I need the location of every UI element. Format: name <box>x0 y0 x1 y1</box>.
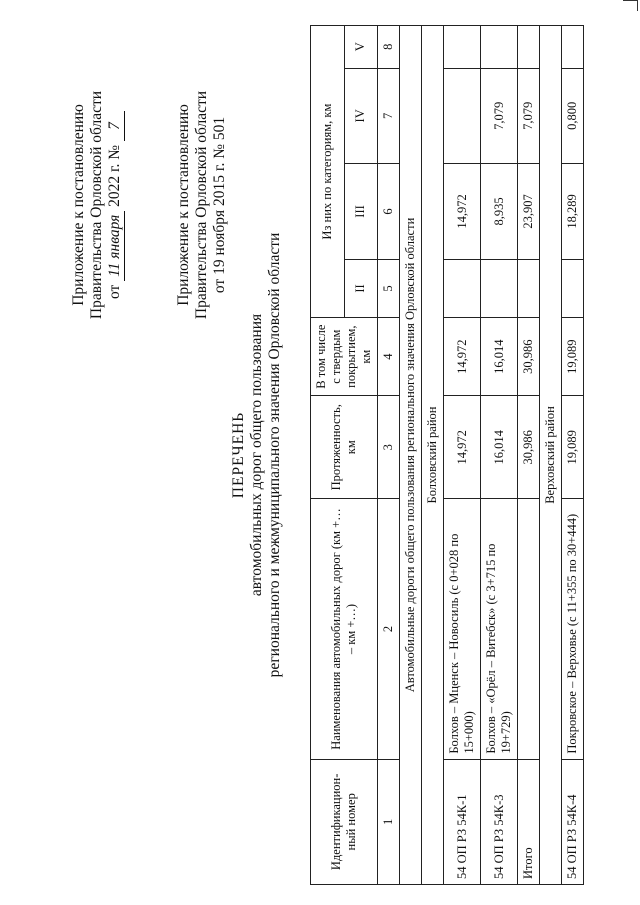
total-paved: 30,986 <box>518 318 540 396</box>
roads-table <box>310 25 584 885</box>
header-cat-iv: IV <box>344 68 378 164</box>
cat-v-value <box>481 26 518 69</box>
col-number: 2 <box>378 499 400 759</box>
cat-ii-value <box>481 259 518 317</box>
cat-iii-value: 18,289 <box>562 164 584 260</box>
appendix-current <box>70 25 125 385</box>
table-row <box>444 26 481 885</box>
road-name: Болхов – Мценск – Новосиль (с 0+028 по 15+000) <box>444 499 481 759</box>
header-id: Идентификацион-ный номер <box>311 759 378 884</box>
col-number: 5 <box>378 259 400 317</box>
col-number: 3 <box>378 396 400 499</box>
title-sub2: регионального и межмуниципального значения Орловской области <box>266 232 283 678</box>
header-cat-iii: III <box>344 164 378 260</box>
road-paved: 14,972 <box>444 318 481 396</box>
cat-iv-value: 7,079 <box>481 68 518 164</box>
cat-ii-value <box>562 259 584 317</box>
header-paved: В том числе с твердым покрытием, км <box>311 318 378 396</box>
title-main: ПЕРЕЧЕНЬ <box>230 411 247 499</box>
title-sub1: автомобильных дорог общего пользования <box>248 313 265 597</box>
cat-ii-value <box>444 259 481 317</box>
district-title: Болховский район <box>422 26 444 885</box>
appendix-date: от 11 января 2022 г. № 7 <box>106 25 125 385</box>
total-length: 30,986 <box>518 396 540 499</box>
col-number: 7 <box>378 68 400 164</box>
appendix-original-line1: Приложение к постановлению <box>175 104 192 306</box>
table-row <box>481 26 518 885</box>
cat-iii-value: 14,972 <box>444 164 481 260</box>
road-id: 54 ОП РЗ 54К-4 <box>562 759 584 884</box>
header-categories: Из них по категориям, км <box>311 26 345 318</box>
handwritten-date: 11 января <box>106 211 125 281</box>
header-cat-ii: II <box>344 259 378 317</box>
cat-v-value <box>444 26 481 69</box>
cat-iv-value: 0,800 <box>562 68 584 164</box>
total-row <box>518 26 540 885</box>
appendix-original-line2: Правительства Орловской области <box>193 90 210 320</box>
header-name: Наименования автомобильных дорог (км +… – км +…) <box>311 499 378 759</box>
road-name: Покровское – Верховье (с 11+355 по 30+444) <box>562 499 584 759</box>
header-cat-v: V <box>344 26 378 69</box>
total-cat-iv: 7,079 <box>518 68 540 164</box>
total-cat-iii: 23,907 <box>518 164 540 260</box>
cat-v-value <box>562 26 584 69</box>
section-title: Автомобильные дороги общего пользования регионального значения Орловской области <box>400 26 422 885</box>
col-number: 6 <box>378 164 400 260</box>
road-id: 54 ОП РЗ 54К-3 <box>481 759 518 884</box>
cat-iv-value <box>444 68 481 164</box>
appendix-line2: Правительства Орловской области <box>88 90 105 320</box>
road-length: 16,014 <box>481 396 518 499</box>
road-paved: 16,014 <box>481 318 518 396</box>
col-number: 8 <box>378 26 400 69</box>
col-number: 4 <box>378 318 400 396</box>
road-paved: 19,089 <box>562 318 584 396</box>
document-title <box>230 205 284 705</box>
table-row <box>562 26 584 885</box>
col-number: 1 <box>378 759 400 884</box>
road-id: 54 ОП РЗ 54К-1 <box>444 759 481 884</box>
column-numbers-row <box>378 26 400 885</box>
road-length: 14,972 <box>444 396 481 499</box>
appendix-original-line3: от 19 ноября 2015 г. № 501 <box>211 116 228 294</box>
road-length: 19,089 <box>562 396 584 499</box>
cat-iii-value: 8,935 <box>481 164 518 260</box>
total-label: Итого <box>518 759 540 884</box>
handwritten-number: 7 <box>106 111 125 141</box>
header-length: Протяженность, км <box>311 396 378 499</box>
appendix-original <box>175 25 229 385</box>
district-title: Верховский район <box>540 26 562 885</box>
appendix-line1: Приложение к постановлению <box>70 104 87 306</box>
road-name: Болхов – «Орёл – Витебск» (с 3+715 по 19+729) <box>481 499 518 759</box>
